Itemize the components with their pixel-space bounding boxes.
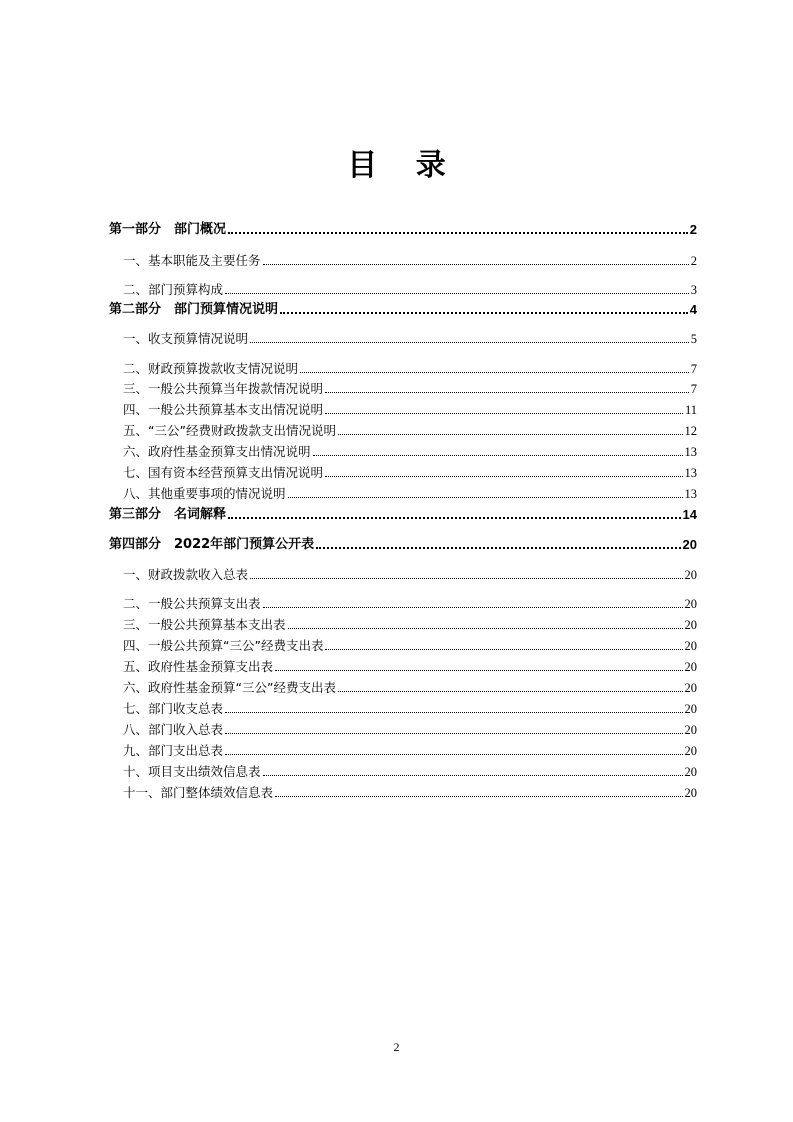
toc-title: 目 录	[347, 148, 460, 183]
toc-section-entry[interactable]	[109, 636, 697, 656]
toc-section-entry[interactable]	[109, 615, 697, 635]
toc-entry-label: 六、政府性基金预算支出情况说明	[123, 444, 311, 459]
toc-entry-label: 八、部门收入总表	[123, 722, 224, 737]
toc-leader-dots	[250, 342, 689, 343]
toc-leader-dots	[263, 775, 683, 776]
toc-section-entry[interactable]	[109, 594, 697, 614]
toc-entry-page: 20	[684, 723, 697, 737]
toc-part-entry[interactable]	[109, 300, 697, 320]
toc-entry-page: 20	[684, 660, 697, 674]
toc-entry-label: 二、财政预算拨款收支情况说明	[123, 361, 299, 376]
toc-section-entry[interactable]	[109, 720, 697, 740]
toc-leader-dots	[313, 455, 683, 456]
toc-leader-dots	[263, 264, 689, 265]
toc-leader-dots	[225, 293, 689, 294]
toc-section-entry[interactable]	[109, 379, 697, 399]
toc-section-entry[interactable]	[109, 484, 697, 504]
toc-entry-label: 九、部门支出总表	[123, 743, 224, 758]
toc-entry-label: 第二部分 部门预算情况说明	[109, 302, 279, 317]
toc-section-entry[interactable]	[109, 657, 697, 677]
toc-entry-label: 十一、部门整体绩效信息表	[123, 785, 274, 800]
toc-entry-page: 20	[684, 786, 697, 800]
toc-entry-label: 八、其他重要事项的情况说明	[123, 486, 286, 501]
toc-leader-dots	[325, 476, 682, 477]
toc-entry-label: 第四部分 2022年部门预算公开表	[109, 537, 315, 552]
toc-entry-label: 五、“三公”经费财政拨款支出情况说明	[123, 423, 336, 438]
toc-entry-label: 十、项目支出绩效信息表	[123, 764, 261, 779]
toc-leader-dots	[263, 607, 683, 608]
toc-entry-label: 二、部门预算构成	[123, 282, 224, 297]
toc-leader-dots	[250, 578, 682, 579]
toc-leader-dots	[338, 691, 683, 692]
toc-entry-page: 13	[684, 487, 697, 501]
toc-part-entry[interactable]	[109, 535, 697, 555]
toc-entry-page: 13	[684, 466, 697, 480]
toc-entry-label: 七、国有资本经营预算支出情况说明	[123, 465, 324, 480]
toc-entry-page: 20	[684, 639, 697, 653]
toc-part-entry[interactable]	[109, 505, 697, 525]
toc-leader-dots	[288, 628, 683, 629]
toc-leader-dots	[228, 517, 681, 519]
toc-section-entry[interactable]	[109, 699, 697, 719]
toc-leader-dots	[288, 497, 683, 498]
toc-entry-page: 11	[684, 403, 697, 417]
toc-section-entry[interactable]	[109, 442, 697, 462]
toc-leader-dots	[325, 413, 683, 414]
toc-leader-dots	[280, 312, 688, 314]
toc-section-entry[interactable]	[109, 762, 697, 782]
toc-entry-page: 12	[684, 424, 697, 438]
toc-entry-page: 13	[684, 445, 697, 459]
toc-entry-label: 四、一般公共预算基本支出情况说明	[123, 402, 324, 417]
toc-entry-page: 7	[690, 362, 697, 376]
toc-leader-dots	[225, 754, 682, 755]
toc-entry-label: 六、政府性基金预算“三公”经费支出表	[123, 680, 336, 695]
toc-leader-dots	[338, 434, 683, 435]
toc-section-entry[interactable]	[109, 400, 697, 420]
toc-entry-page: 20	[684, 765, 697, 779]
toc-leader-dots	[325, 649, 682, 650]
toc-section-entry[interactable]	[109, 329, 697, 349]
toc-entry-label: 三、一般公共预算当年拨款情况说明	[123, 381, 324, 396]
toc-entry-page: 7	[690, 382, 697, 396]
toc-entry-page: 3	[690, 283, 697, 297]
toc-entry-label: 七、部门收支总表	[123, 701, 224, 716]
toc-entry-page: 20	[684, 568, 697, 582]
toc-entry-page: 20	[684, 702, 697, 716]
toc-entry-page: 14	[682, 507, 697, 522]
toc-entry-label: 第一部分 部门概况	[109, 222, 227, 237]
toc-entry-page: 2	[690, 254, 697, 268]
toc-entry-page: 20	[684, 744, 697, 758]
toc-entry-label: 一、财政拨款收入总表	[123, 567, 249, 582]
toc-entry-page: 4	[689, 302, 697, 317]
toc-entry-label: 一、基本职能及主要任务	[123, 253, 261, 268]
toc-entry-page: 2	[689, 222, 697, 237]
toc-entry-page: 20	[684, 618, 697, 632]
toc-entry-page: 20	[684, 681, 697, 695]
toc-entry-page: 20	[682, 537, 697, 552]
toc-part-entry[interactable]	[109, 220, 697, 240]
toc-entry-label: 一、收支预算情况说明	[123, 331, 249, 346]
toc-leader-dots	[300, 372, 689, 373]
page-number: 2	[393, 1040, 400, 1054]
toc-section-entry[interactable]	[109, 783, 697, 803]
toc-entry-label: 二、一般公共预算支出表	[123, 596, 261, 611]
toc-leader-dots	[228, 232, 688, 234]
toc-entry-label: 四、一般公共预算“三公”经费支出表	[123, 638, 324, 653]
toc-section-entry[interactable]	[109, 463, 697, 483]
toc-entry-label: 三、一般公共预算基本支出表	[123, 617, 286, 632]
toc-section-entry[interactable]	[109, 280, 697, 300]
toc-entry-page: 5	[690, 332, 697, 346]
toc-entry-label: 五、政府性基金预算支出表	[123, 659, 274, 674]
toc-section-entry[interactable]	[109, 565, 697, 585]
toc-leader-dots	[275, 670, 682, 671]
toc-leader-dots	[225, 733, 682, 734]
toc-leader-dots	[316, 547, 680, 549]
toc-leader-dots	[275, 796, 682, 797]
toc-section-entry[interactable]	[109, 678, 697, 698]
toc-section-entry[interactable]	[109, 421, 697, 441]
toc-entry-label: 第三部分 名词解释	[109, 507, 227, 522]
toc-section-entry[interactable]	[109, 359, 697, 379]
toc-leader-dots	[225, 712, 682, 713]
toc-section-entry[interactable]	[109, 741, 697, 761]
toc-leader-dots	[325, 392, 689, 393]
toc-section-entry[interactable]	[109, 251, 697, 271]
toc-entry-page: 20	[684, 597, 697, 611]
